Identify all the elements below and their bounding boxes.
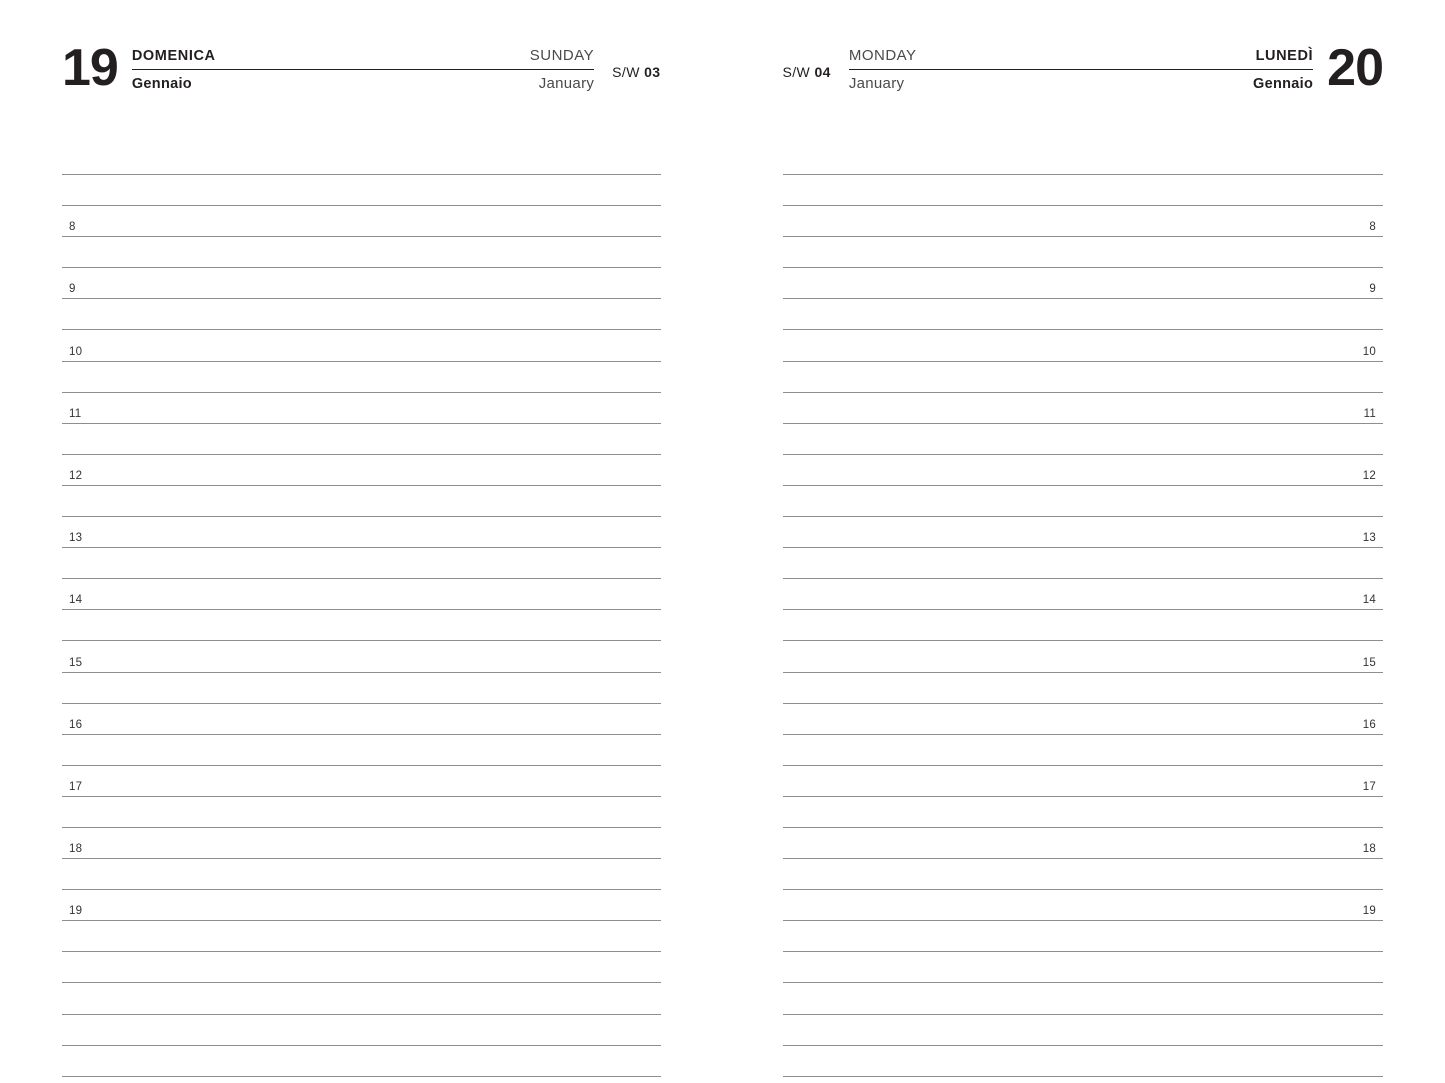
hour-label: 17 bbox=[69, 780, 83, 793]
weekday-english-right: MONDAY bbox=[848, 47, 917, 64]
hour-label: 14 bbox=[1362, 594, 1376, 607]
week-number-left bbox=[612, 40, 660, 80]
writing-line[interactable] bbox=[62, 890, 661, 921]
writing-line[interactable] bbox=[62, 174, 661, 206]
writing-line[interactable] bbox=[62, 455, 661, 486]
month-row-left bbox=[132, 70, 594, 94]
hour-label: 13 bbox=[69, 532, 83, 545]
writing-line[interactable] bbox=[783, 797, 1384, 828]
hour-label: 12 bbox=[1362, 469, 1376, 482]
hour-label: 9 bbox=[1369, 283, 1376, 296]
writing-line[interactable] bbox=[783, 952, 1384, 983]
writing-line[interactable] bbox=[62, 766, 661, 797]
page-header-left bbox=[62, 40, 661, 112]
hour-lines-left bbox=[62, 174, 661, 1077]
writing-line[interactable] bbox=[783, 610, 1384, 641]
date-labels-right bbox=[849, 40, 1313, 94]
hour-label: 18 bbox=[69, 843, 83, 856]
writing-line[interactable] bbox=[783, 890, 1384, 921]
writing-line[interactable] bbox=[783, 486, 1384, 517]
writing-line[interactable] bbox=[783, 206, 1384, 237]
writing-line[interactable] bbox=[62, 797, 661, 828]
writing-line[interactable] bbox=[783, 362, 1384, 393]
hour-label: 19 bbox=[1362, 905, 1376, 918]
writing-line[interactable] bbox=[62, 206, 661, 237]
month-english-left: January bbox=[538, 75, 595, 92]
hour-label: 15 bbox=[1362, 656, 1376, 669]
writing-line[interactable] bbox=[62, 393, 661, 424]
writing-line[interactable] bbox=[62, 1015, 661, 1046]
weekday-native-left: DOMENICA bbox=[131, 48, 216, 64]
writing-line[interactable] bbox=[62, 610, 661, 641]
writing-line[interactable] bbox=[783, 299, 1384, 330]
writing-line[interactable] bbox=[62, 237, 661, 268]
week-number-right bbox=[783, 40, 831, 80]
writing-line[interactable] bbox=[62, 1046, 661, 1077]
writing-line[interactable] bbox=[783, 828, 1384, 859]
writing-line[interactable] bbox=[62, 362, 661, 393]
writing-line[interactable] bbox=[783, 1046, 1384, 1077]
hour-label: 8 bbox=[1369, 221, 1376, 234]
hour-label: 9 bbox=[69, 283, 76, 296]
writing-line[interactable] bbox=[783, 268, 1384, 299]
hour-label: 10 bbox=[69, 345, 83, 358]
day-number-left: 19 bbox=[62, 39, 118, 97]
hour-label: 13 bbox=[1362, 532, 1376, 545]
writing-line[interactable] bbox=[783, 424, 1384, 455]
writing-line[interactable] bbox=[783, 704, 1384, 735]
writing-line[interactable] bbox=[783, 237, 1384, 268]
writing-line[interactable] bbox=[62, 641, 661, 672]
week-prefix-right: S/W bbox=[782, 64, 811, 80]
hour-label: 14 bbox=[69, 594, 83, 607]
writing-line[interactable] bbox=[62, 330, 661, 361]
writing-line[interactable] bbox=[783, 921, 1384, 952]
month-native-left: Gennaio bbox=[131, 76, 192, 92]
writing-line[interactable] bbox=[783, 517, 1384, 548]
hour-label: 16 bbox=[69, 718, 83, 731]
weekday-native-right: LUNEDÌ bbox=[1255, 48, 1314, 64]
writing-line[interactable] bbox=[62, 673, 661, 704]
writing-line[interactable] bbox=[783, 673, 1384, 704]
writing-line[interactable] bbox=[62, 859, 661, 890]
writing-line[interactable] bbox=[62, 268, 661, 299]
writing-line[interactable] bbox=[62, 735, 661, 766]
writing-line[interactable] bbox=[62, 828, 661, 859]
writing-line[interactable] bbox=[62, 579, 661, 610]
week-value-left: 03 bbox=[644, 64, 661, 80]
month-english-right: January bbox=[848, 75, 905, 92]
hour-label: 17 bbox=[1362, 780, 1376, 793]
hour-lines-right bbox=[783, 174, 1384, 1077]
hour-label: 16 bbox=[1362, 718, 1376, 731]
hour-label: 19 bbox=[69, 905, 83, 918]
writing-line[interactable] bbox=[62, 548, 661, 579]
hour-label: 18 bbox=[1362, 843, 1376, 856]
weekday-row-left bbox=[132, 46, 594, 70]
writing-line[interactable] bbox=[62, 952, 661, 983]
writing-line[interactable] bbox=[783, 766, 1384, 797]
week-value-right: 04 bbox=[814, 64, 831, 80]
date-labels-left bbox=[132, 40, 594, 94]
writing-line[interactable] bbox=[62, 424, 661, 455]
writing-line[interactable] bbox=[62, 704, 661, 735]
hour-label: 8 bbox=[69, 221, 76, 234]
writing-line[interactable] bbox=[62, 921, 661, 952]
writing-line[interactable] bbox=[62, 517, 661, 548]
hour-label: 15 bbox=[69, 656, 83, 669]
writing-line[interactable] bbox=[783, 455, 1384, 486]
day-number-right: 20 bbox=[1327, 39, 1383, 97]
writing-line[interactable] bbox=[783, 641, 1384, 672]
hour-label: 11 bbox=[69, 407, 82, 420]
calendar-page-right bbox=[723, 0, 1445, 1083]
month-row-right bbox=[849, 70, 1313, 94]
writing-line[interactable] bbox=[783, 174, 1384, 206]
writing-line[interactable] bbox=[783, 735, 1384, 766]
writing-line[interactable] bbox=[783, 393, 1384, 424]
writing-line[interactable] bbox=[62, 983, 661, 1014]
writing-line[interactable] bbox=[783, 1015, 1384, 1046]
writing-line[interactable] bbox=[783, 330, 1384, 361]
hour-label: 10 bbox=[1362, 345, 1376, 358]
writing-line[interactable] bbox=[783, 983, 1384, 1014]
hour-label: 11 bbox=[1363, 407, 1376, 420]
writing-line[interactable] bbox=[783, 859, 1384, 890]
month-native-right: Gennaio bbox=[1253, 76, 1314, 92]
hour-label: 12 bbox=[69, 469, 83, 482]
weekday-english-left: SUNDAY bbox=[529, 47, 595, 64]
writing-line[interactable] bbox=[62, 486, 661, 517]
writing-line[interactable] bbox=[783, 579, 1384, 610]
page-header-right bbox=[783, 40, 1384, 112]
week-prefix-left: S/W bbox=[612, 64, 640, 80]
weekday-row-right bbox=[849, 46, 1313, 70]
writing-line[interactable] bbox=[783, 548, 1384, 579]
writing-line[interactable] bbox=[62, 299, 661, 330]
